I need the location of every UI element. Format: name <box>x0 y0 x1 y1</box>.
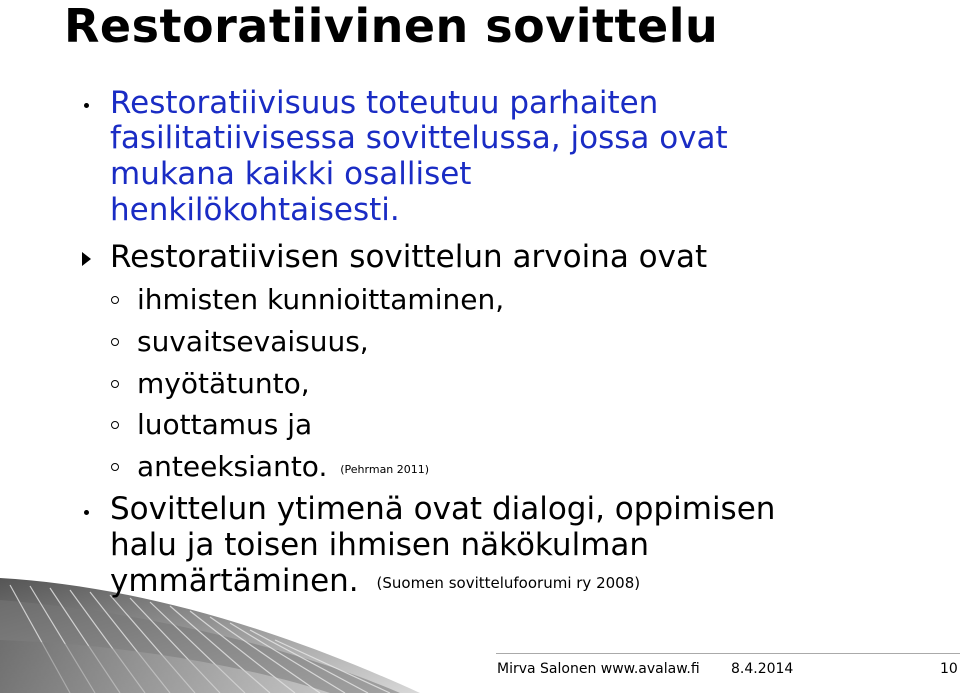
ring-bullet-icon <box>111 421 119 429</box>
para1-line: mukana kaikki osalliset <box>110 156 472 192</box>
para3-line-with-citation <box>110 564 640 604</box>
para3-line: halu ja toisen ihmisen näkökulman <box>110 527 650 563</box>
triangle-bullet-icon <box>82 252 91 266</box>
para1-line: henkilökohtaisesti. <box>110 192 400 228</box>
para1-line: fasilitatiivisessa sovittelussa, jossa ovat <box>110 120 728 156</box>
citation: (Suomen sovittelufoorumi ry 2008) <box>376 574 641 592</box>
ring-bullet-icon <box>111 380 119 388</box>
page-number: 10 <box>940 661 958 677</box>
para3-line: Sovittelun ytimenä ovat dialogi, oppimisen <box>110 491 776 527</box>
ring-bullet-icon <box>111 463 119 471</box>
ring-bullet-icon <box>111 338 119 346</box>
para3-line: ymmärtäminen. <box>110 563 359 599</box>
value-item: suvaitsevaisuus, <box>137 325 369 358</box>
bullet-dot-icon <box>84 103 89 108</box>
value-item: ihmisten kunnioittaminen, <box>137 283 505 316</box>
citation: (Pehrman 2011) <box>340 463 430 476</box>
value-item: myötätunto, <box>137 367 310 400</box>
footer-date: 8.4.2014 <box>731 661 794 677</box>
footer-divider <box>496 653 960 654</box>
value-item-with-citation <box>137 451 429 489</box>
values-heading: Restoratiivisen sovittelun arvoina ovat <box>110 239 708 275</box>
ring-bullet-icon <box>111 296 119 304</box>
bullet-dot-icon <box>84 510 89 515</box>
slide-title: Restoratiivinen sovittelu <box>64 0 719 53</box>
value-item: luottamus ja <box>137 408 313 441</box>
value-item: anteeksianto. <box>137 450 328 483</box>
para1-line: Restoratiivisuus toteutuu parhaiten <box>110 85 659 121</box>
footer-author: Mirva Salonen www.avalaw.fi <box>497 661 700 677</box>
